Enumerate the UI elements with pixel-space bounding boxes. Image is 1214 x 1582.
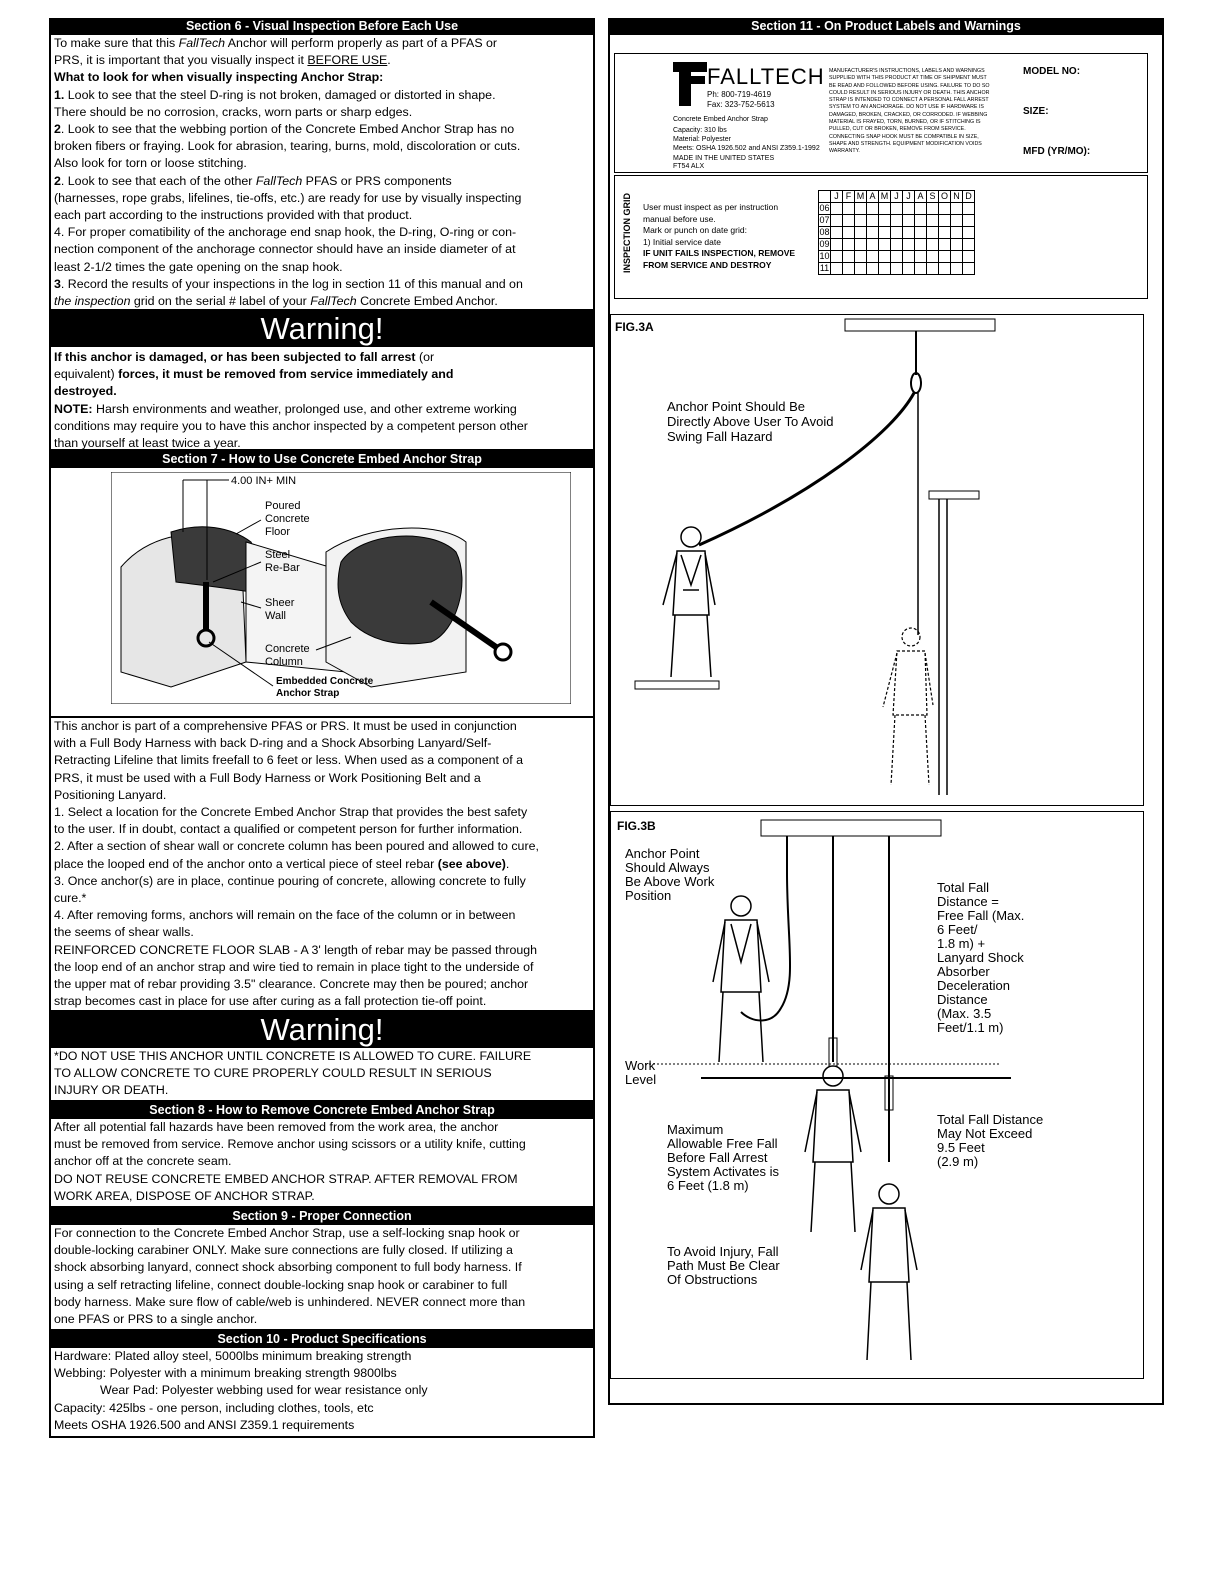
- fig-3b-obstruction-caption: To Avoid Injury, Fall: [667, 1244, 779, 1259]
- svg-text:1.8 m) +: 1.8 m) +: [937, 936, 986, 951]
- section-10-body: Hardware: Plated alloy steel, 5000lbs minimum breaking strength Webbing: Polyester with a minimum breaking strength 9800lbs Wear Pad: Polyester webbing used for wear resistance only Capacity: 425lbs - one person, including clothes, tools, etc Meets OSHA 1926.500 and ANSI Z359.1 requirements: [49, 1348, 595, 1438]
- grid-year-row: 08: [819, 227, 975, 239]
- fig-3b-anchor-caption: Anchor Point: [625, 846, 700, 861]
- swing-fall-illustration: [611, 315, 1143, 805]
- section-11-header: Section 11 - On Product Labels and Warnings: [608, 18, 1164, 35]
- right-column: [608, 18, 1164, 1405]
- svg-text:Directly Above User To Avoid: Directly Above User To Avoid: [667, 414, 834, 429]
- section-8-header: Section 8 - How to Remove Concrete Embed Anchor Strap: [49, 1102, 595, 1119]
- warning-1-title: Warning!: [49, 311, 595, 347]
- fig-floor-label: Poured: [265, 500, 301, 512]
- svg-text:6 Feet/: 6 Feet/: [937, 922, 978, 937]
- swinging-worker-figure: [883, 628, 933, 785]
- falltech-logo-icon: [673, 62, 707, 106]
- svg-text:Distance =: Distance =: [937, 894, 999, 909]
- grid-year-row: 06: [819, 203, 975, 215]
- warning-2-body: *DO NOT USE THIS ANCHOR UNTIL CONCRETE IS ALLOWED TO CURE. FAILURE TO ALLOW CONCRETE TO CURE PROPERLY COULD RESULT IN SERIOUS INJURY OR DEATH.: [49, 1048, 595, 1102]
- section-6-header: Section 6 - Visual Inspection Before Each Use: [49, 18, 595, 35]
- grid-year-row: 10: [819, 251, 975, 263]
- inspection-grid-side-title: INSPECTION GRID: [622, 193, 632, 274]
- svg-text:9.5 Feet: 9.5 Feet: [937, 1140, 985, 1155]
- label-warning-text: MANUFACTURER'S INSTRUCTIONS, LABELS AND WARNINGS SUPPLIED WITH THIS PRODUCT AT TIME OF SHIPMENT MUST BE READ AND FOLLOWED BEFORE USING. FAILURE TO DO SO COULD RESULT IN SERIOUS INJURY OR DEATH. THIS ANCHOR STRAP IS INTENDED TO CONNECT A PERSONAL FALL ARREST SYSTEM TO AN ANCHORAGE. DO NOT USE IF HARDWARE IS DAMAGED, BROKEN, CRACKED, OR CORRODED. IF WEBBING MATERIAL IS FRAYED, TORN, BURNED, OR IF STITCHING IS PULLED, CUT OR BROKEN, REMOVE FROM SERVICE. CONNECTING SNAP HOOK MUST BE COMPATIBLE IN SIZE, SHAPE AND STRENGTH. EQUIPMENT MODIFICATION VOIDS WARRANTY.: [829, 68, 990, 155]
- fig-column-label: Concrete: [265, 643, 310, 655]
- grid-month-row: J F M A M J J A S O N D: [819, 191, 975, 203]
- worker-figure: [663, 527, 715, 677]
- svg-text:6 Feet (1.8 m): 6 Feet (1.8 m): [667, 1178, 749, 1193]
- mfd-field: MFD (YR/MO):: [1023, 146, 1091, 157]
- fig-anchor-label: Embedded Concrete: [276, 676, 374, 687]
- section-7-figure-box: [49, 468, 595, 718]
- fig-3b-work-level: Work: [625, 1058, 656, 1073]
- svg-text:Lanyard Shock: Lanyard Shock: [937, 950, 1024, 965]
- size-field: SIZE:: [1023, 106, 1049, 117]
- concrete-embed-figure: [111, 472, 571, 704]
- svg-text:Of Obstructions: Of Obstructions: [667, 1272, 758, 1287]
- worker-after-freefall-figure: [805, 1066, 861, 1232]
- fig-3b-label: FIG.3B: [617, 819, 656, 833]
- inspect-heading: What to look for when visually inspecting Anchor Strap:: [54, 70, 384, 85]
- fig-wall-label: Sheer: [265, 597, 295, 609]
- fig-3b-total-distance-caption: Total Fall Distance: [937, 1112, 1044, 1127]
- svg-text:Be Above Work: Be Above Work: [625, 874, 715, 889]
- svg-text:Should Always: Should Always: [625, 860, 710, 875]
- svg-text:Path Must Be Clear: Path Must Be Clear: [667, 1258, 780, 1273]
- fig-3b-max-freefall-caption: Maximum: [667, 1122, 724, 1137]
- figure-3b: [610, 811, 1144, 1379]
- worker-fully-arrested-figure: [861, 1184, 917, 1360]
- section-9-body: For connection to the Concrete Embed Anchor Strap, use a self-locking snap hook or double-locking carabiner ONLY. Make sure connections are fully closed. If utilizing a shock absorbing lanyard, connect shock absorbing component to full body harness. If using a self retracting lifeline, connect double-locking snap hook or carabiner to full body harness. Make sure flow of cable/web is unhindered. NEVER connect more than one PFAS or PRS to a single anchor.: [49, 1225, 595, 1331]
- grid-year-row: 09: [819, 239, 975, 251]
- section-7-body: This anchor is part of a comprehensive PFAS or PRS. It must be used in conjunction with a Full Body Harness with back D-ring and a Shock Absorbing Lanyard/Self- Retracting Lifeline that limits freefall to 6 feet or less. When used as a component of a PRS, it must be used with a Full Body Harness or Work Positioning Belt and a Positioning Lanyard. 1. Select a location for the Concrete Embed Anchor Strap that provides the best safety to the user. If in doubt, contact a qualified or competent person for further information. 2. After a section of shear wall or concrete column has been poured and allowed to cure, place the looped end of the anchor onto a vertical piece of steel rebar (see above). 3. Once anchor(s) are in place, continue pouring of concrete, allowing concrete to fully cure.* 4. After removing forms, anchors will remain on the face of the column or in between the seems of shear walls. REINFORCED CONCRETE FLOOR SLAB - A 3' length of rebar may be passed through the loop end of an anchor strap and wire tied to remain in place tight to the underside of the upper mat of rebar providing 3.5" clearance. Concrete may then be poured; anchor strap becomes cast in place for use after curing as a fall protection tie-off point.: [49, 718, 595, 1012]
- svg-text:Wall: Wall: [265, 610, 286, 622]
- section-9-header: Section 9 - Proper Connection: [49, 1208, 595, 1225]
- inspection-date-grid: [818, 190, 975, 275]
- svg-text:Swing Fall Hazard: Swing Fall Hazard: [667, 429, 773, 444]
- svg-text:Feet/1.1 m): Feet/1.1 m): [937, 1020, 1004, 1035]
- grid-year-row: 11: [819, 263, 975, 275]
- svg-text:(2.9 m): (2.9 m): [937, 1154, 979, 1169]
- svg-text:Distance: Distance: [937, 992, 988, 1007]
- fig-3a-caption-1: Anchor Point Should Be: [667, 399, 806, 414]
- svg-text:Absorber: Absorber: [937, 964, 990, 979]
- warning-1-body: If this anchor is damaged, or has been subjected to fall arrest (or equivalent) forces, it must be removed from service immediately and destroyed. NOTE: Harsh environments and weather, prolonged use, and other extreme working conditions may require you to have this anchor inspected by a competent person other than yourself at least twice a year.: [49, 347, 595, 451]
- grid-year-row: 07: [819, 215, 975, 227]
- fig-depth-label: 4.00 IN+ MIN: [231, 475, 297, 487]
- left-column: [49, 18, 595, 1438]
- svg-text:Floor: Floor: [265, 526, 291, 538]
- svg-text:System Activates is: System Activates is: [667, 1164, 779, 1179]
- figure-3a: [610, 314, 1144, 806]
- section-10-header: Section 10 - Product Specifications: [49, 1331, 595, 1348]
- fig-3a-label: FIG.3A: [615, 320, 654, 334]
- worker-at-level-figure: [713, 896, 769, 1062]
- svg-text:Before Fall Arrest: Before Fall Arrest: [667, 1150, 768, 1165]
- svg-text:Allowable Free Fall: Allowable Free Fall: [667, 1136, 778, 1151]
- warning-2-title: Warning!: [49, 1012, 595, 1048]
- svg-text:Free Fall (Max.: Free Fall (Max.: [937, 908, 1025, 923]
- section-11-box: [608, 35, 1164, 1405]
- svg-text:Column: Column: [265, 656, 303, 668]
- svg-text:(Max. 3.5: (Max. 3.5: [937, 1006, 992, 1021]
- section-8-body: After all potential fall hazards have been removed from the work area, the anchor must be removed from service. Remove anchor using scissors or a utility knife, cutting anchor off at the concrete seam. DO NOT REUSE CONCRETE EMBED ANCHOR STRAP. AFTER REMOVAL FROM WORK AREA, DISPOSE OF ANCHOR STRAP.: [49, 1119, 595, 1208]
- fig-3b-total-fall-caption: Total Fall: [937, 880, 990, 895]
- svg-text:Anchor Strap: Anchor Strap: [276, 688, 340, 699]
- label-brand: FALLTECH: [707, 64, 825, 89]
- fig-rebar-label: Steel: [265, 549, 291, 561]
- svg-text:Concrete: Concrete: [265, 513, 310, 525]
- fall-distance-illustration: [611, 812, 1143, 1378]
- svg-text:May Not Exceed: May Not Exceed: [937, 1126, 1033, 1141]
- svg-text:Level: Level: [625, 1072, 657, 1087]
- section-7-header: Section 7 - How to Use Concrete Embed Anchor Strap: [49, 451, 595, 468]
- section-6-body: To make sure that this FallTech Anchor will perform properly as part of a PFAS or PRS, it is important that you visually inspect it BEFORE USE. What to look for when visually inspecting Anchor Strap: 1. Look to see that the steel D-ring is not broken, damaged or distorted in shape. There should be no corrosion, cracks, worn parts or sharp edges. 2. Look to see that the webbing portion of the Concrete Embed Anchor Strap has no broken fibers or fraying. Look for abrasion, tearing, burns, mold, discoloration or cuts. Also look for torn or loose stitching. 2. Look to see that each of the other FallTech PFAS or PRS components (harnesses, rope grabs, lifelines, tie-offs, etc.) are ready for use by visually inspecting each part according to the instructions provided with that product. 4. For proper comatibility of the anchorage end snap hook, the D-ring, O-ring or con- nection component of the anchorage connector should have an inside diameter of at least 2-1/2 times the gate opening on the snap hook. 3. Record the results of your inspections in the log in section 11 of this manual and on the inspection grid on the serial # label of your FallTech Concrete Embed Anchor.: [49, 35, 595, 311]
- svg-text:Position: Position: [625, 888, 672, 903]
- svg-text:Re-Bar: Re-Bar: [265, 562, 300, 574]
- model-no-field: MODEL NO:: [1023, 66, 1081, 77]
- inspection-grid-label: INSPECTION GRID User must inspect as per instruction manual before use. Mark or punch on date grid: 1) Initial service date IF UNIT FAILS INSPECTION, REMOVE FROM SERVICE AND DESTROY J F M A M J J A S O N D 06 07 08 09 10 11: [614, 175, 1148, 299]
- svg-text:Deceleration: Deceleration: [937, 978, 1010, 993]
- product-label: FALLTECH Ph: 800-719-4619 Fax: 323-752-5613 Concrete Embed Anchor Strap Capacity: 310 lbs Material: Polyester Meets: OSHA 1926.502 and ANSI Z359.1-1992 MADE IN THE UNITED STATES FT54 ALX MANUFACTURER'S INSTRUCTIONS, LABELS AND WARNINGS SUPPLIED WITH THIS PRODUCT AT TIME OF SHIPMENT MUST BE READ AND FOLLOWED BEFORE USING. FAILURE TO DO SO COULD RESULT IN SERIOUS INJURY OR DEATH. THIS ANCHOR STRAP IS INTENDED TO CONNECT A PERSONAL FALL ARREST SYSTEM TO AN ANCHORAGE. DO NOT USE IF HARDWARE IS DAMAGED, BROKEN, CRACKED, OR CORRODED. IF WEBBING MATERIAL IS FRAYED, TORN, BURNED, OR IF STITCHING IS PULLED, CUT OR BROKEN, REMOVE FROM SERVICE. CONNECTING SNAP HOOK MUST BE COMPATIBLE IN SIZE, SHAPE AND STRENGTH. EQUIPMENT MODIFICATION VOIDS WARRANTY. MODEL NO: SIZE: MFD (YR/MO):: [614, 53, 1148, 173]
